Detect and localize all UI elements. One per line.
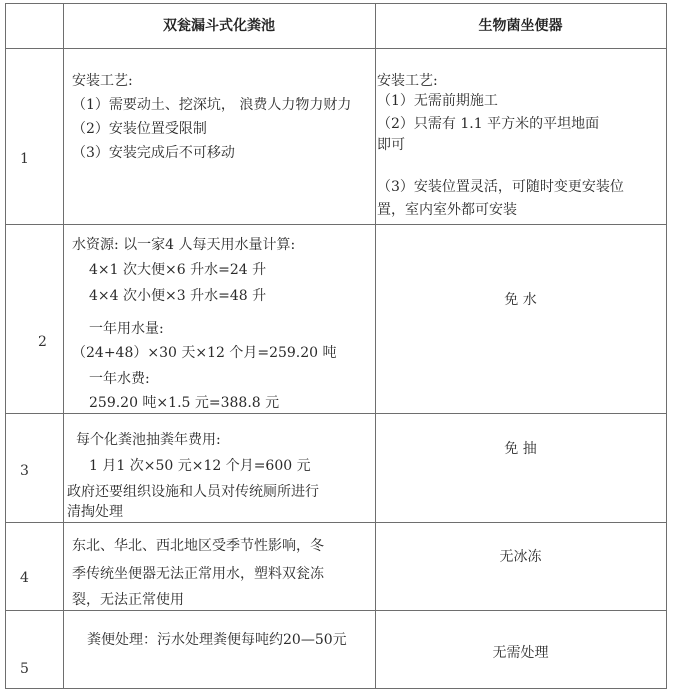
row-4-col-b-text: 无冰冻 [499,549,542,565]
table-row-2 [5,224,666,413]
row-index: 5 [20,661,29,677]
row-2-col-b [375,224,666,413]
row-5-col-b-text: 无需处理 [492,645,549,661]
row-1-col-b-line-2: （1）无需前期施工 [377,93,498,109]
table-border-bottom [5,688,667,689]
row-4-col-a-line-1: 东北、华北、西北地区受季节性影响，冬 [72,538,324,554]
row-1-col-a-line-1: 安装工艺: [72,73,133,89]
row-2-col-a-line-3: 4×4 次小便×3 升水=48 升 [89,288,267,304]
table-row-4 [5,522,666,610]
header-col-a-label: 双瓮漏斗式化粪池 [163,18,275,34]
row-3-col-b-text: 免 抽 [504,441,537,457]
row-3-col-b [375,413,666,522]
row-index: 2 [38,334,47,350]
row-1-col-a-line-2: （1）需要动土、挖深坑， 浪费人力物力财力 [72,97,352,113]
row-index: 3 [20,463,29,479]
row-3-col-a-line-4: 清掏处理 [67,504,123,520]
comparison-table [5,3,667,689]
row-1-col-b-line-5: （3）安装位置灵活，可随时变更安装位 [377,179,624,195]
row-3-col-a-line-3: 政府还要组织设施和人员对传统厕所进行 [67,484,319,500]
row-5-col-b [375,610,666,688]
row-2-col-a-line-7: 259.20 吨×1.5 元=388.8 元 [89,395,280,411]
row-1-col-b-line-6: 置，室内室外都可安装 [377,202,517,218]
row-2-col-a-line-6: 一年水费: [89,371,150,387]
header-col-b-label: 生物菌坐便器 [478,18,563,34]
row-2-col-a-line-5: （24+48）×30 天×12 个月=259.20 吨 [72,345,337,361]
row-2-col-a-line-1: 水资源: 以一家4 人每天用水量计算: [72,237,296,253]
row-4-col-a-line-3: 裂，无法正常使用 [72,592,184,608]
row-3-col-a-line-1: 每个化粪池抽粪年费用: [76,432,221,448]
row-1-col-b-line-3: （2）只需有 1.1 平方米的平坦地面 [377,116,600,132]
row-1-col-a-line-4: （3）安装完成后不可移动 [72,145,235,161]
row-4-col-b [375,522,666,610]
row-index: 4 [20,570,29,586]
row-2-col-a-line-2: 4×1 次大便×6 升水=24 升 [89,262,267,278]
table-border-right [666,3,667,689]
row-1-col-b-line-4: 即可 [377,137,405,153]
table-row-1 [5,48,666,224]
header-cell-index [5,3,63,48]
row-3-col-a-line-2: 1 月1 次×50 元×12 个月=600 元 [89,458,311,474]
row-2-col-b-text: 免 水 [504,292,537,308]
header-cell-col-a [63,3,375,48]
row-5-col-a-line-1: 粪便处理：污水处理粪便每吨约20—50元 [87,632,347,648]
row-1-col-a-line-3: （2）安装位置受限制 [72,121,207,137]
table-row-3 [5,413,666,522]
row-index: 1 [20,151,29,167]
row-4-col-a-line-2: 季传统坐便器无法正常用水，塑料双瓮冻 [72,566,324,582]
header-cell-col-b [375,3,666,48]
row-1-col-b-line-1: 安装工艺: [377,73,438,89]
row-2-col-a-line-4: 一年用水量: [89,321,164,337]
table-row-5 [5,610,666,688]
